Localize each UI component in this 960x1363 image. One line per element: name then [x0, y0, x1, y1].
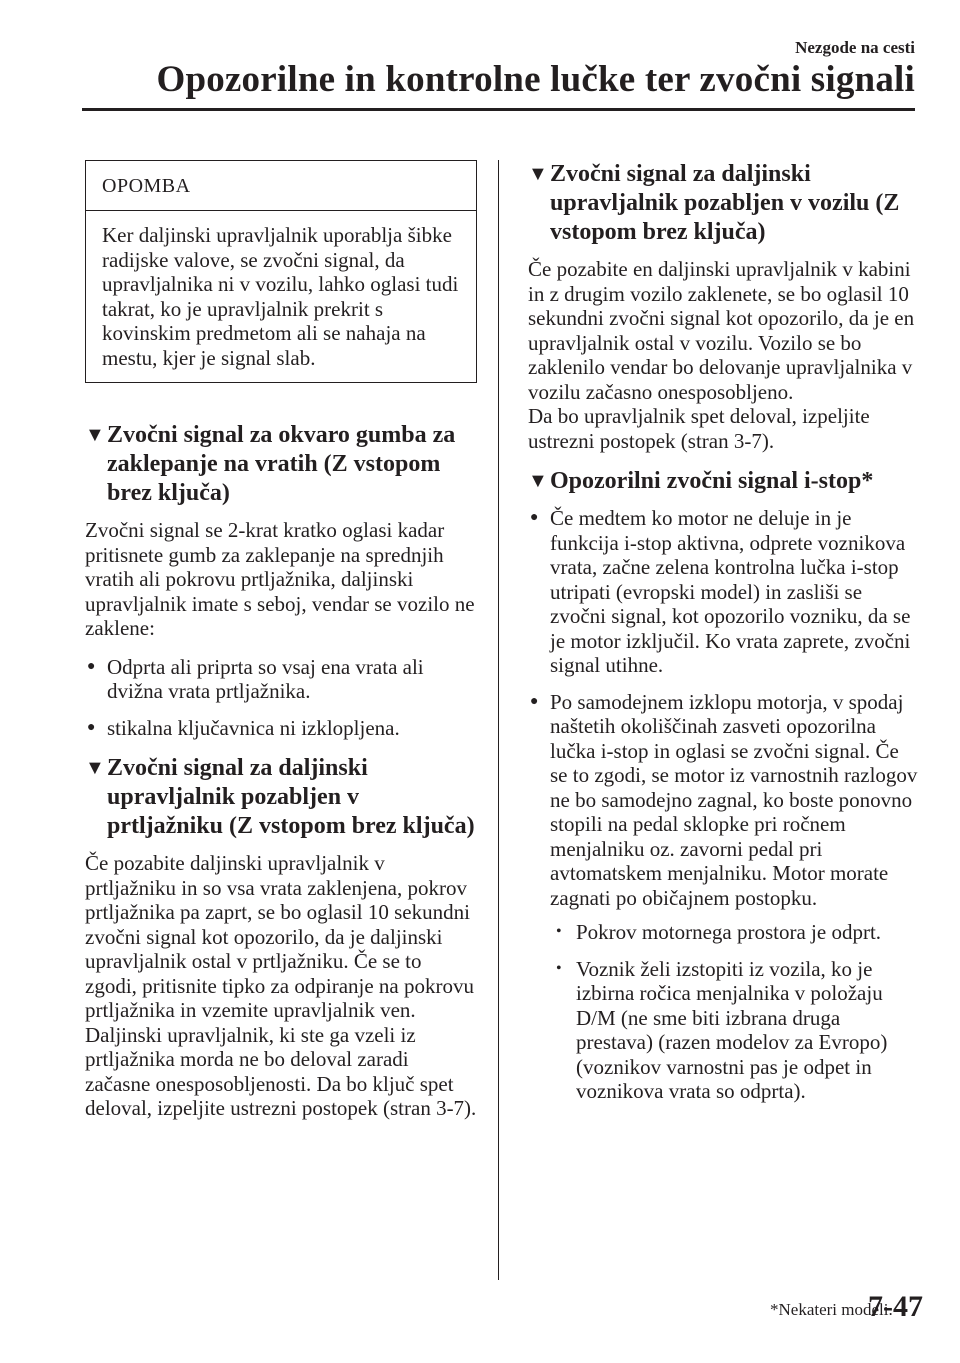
list-item	[85, 716, 477, 741]
footer-note: *Nekateri modeli.	[770, 1300, 893, 1319]
section-body: Če pozabite daljinski upravljalnik v prtljažniku in so vsa vrata zaklenjena, pokrov prtljažnika pa zaprt, se bo oglasil 10 sekundni zvočni signal kot opozorilo, da je daljinski upravljalnik ostal v prtljažniku. Če se to zgodi, pritisnite tipko za odpiranje na pokrovu prtljažnika in vzemite upravljalnik ven. Daljinski upravljalnik, ki ste ga vzeli iz prtljažnika morda ne bo deloval zaradi začasne onesposobljenosti. Da bo ključ spet deloval, izpeljite ustrezni postopek (stran 3-7).	[85, 851, 477, 1120]
heading-text: Opozorilni zvočni signal i-stop*	[550, 468, 874, 494]
section-heading-istop-warning	[528, 467, 920, 496]
list-item-text: Odprta ali priprta so vsaj ena vrata ali dvižna vrata prtljažnika.	[107, 654, 424, 703]
sub-bullet-icon: •	[556, 959, 562, 977]
section-heading-door-lock-button	[85, 421, 477, 508]
header-section: Nezgode na cesti	[795, 38, 915, 57]
triangle-icon: ▼	[528, 163, 548, 185]
heading-text: Zvočni signal za daljinski upravljalnik pozabljen v prtljažniku (Z vstopom brez ključa)	[107, 755, 475, 839]
istop-list	[528, 506, 920, 1104]
sub-list-item-text: Pokrov motornega prostora je odprt.	[576, 920, 882, 944]
bullet-icon: ●	[530, 693, 539, 709]
sub-list-item	[550, 920, 920, 945]
section-body	[528, 257, 920, 453]
section-body: Zvočni signal se 2-krat kratko oglasi kadar pritisnete gumb za zaklepanje na sprednjih vratih ali pokrovu prtljažnika, daljinski upravljalnik imate s seboj, vendar se vozilo ne zaklene:	[85, 518, 475, 640]
list-item-text: Po samodejnem izklopu motorja, v spodaj naštetih okoliščinah zasveti opozorilna lučka i-stop in oglasi se zvočni signal. Če se to zgodi, se motor iz varnostnih razlogov ne bo samodejno zagnal, ko boste ponovno stopili na pedal sklopke pri ročnem menjalniku oz. zavorni pedal pri avtomatskem menjalniku. Motor morate zagnati po običajnem postopku.	[550, 689, 918, 910]
note-title: OPOMBA	[86, 161, 476, 211]
sub-list-item	[550, 957, 920, 1104]
list-item-text: Če medtem ko motor ne deluje in je funkcija i-stop aktivna, odprete voznikova vrata, začne zelena kontrolna lučka i-stop utripati (evropski model) in zasliši se zvočni signal, kot opozorilo vozniku, da se je motor izključil. Ko vrata zaprete, zvočni signal utihne.	[550, 506, 911, 677]
note-text: Ker daljinski upravljalnik uporablja šibke radijske valove, se zvočni signal, da upravljalnika ni v vozilu, lahko oglasi tudi takrat, ko je upravljalnik prekrit s kovinskim predmetom ali se nahaja na mestu, kjer je signal slab.	[102, 223, 459, 370]
triangle-icon: ▼	[528, 470, 548, 492]
header-rule	[82, 108, 915, 111]
bullet-icon: ●	[530, 510, 539, 525]
triangle-icon: ▼	[85, 757, 105, 779]
triangle-icon: ▼	[85, 424, 105, 446]
list-item	[528, 690, 920, 1104]
section-body-text: Če pozabite en daljinski upravljalnik v kabini in z drugim vozilo zaklenete, se bo oglasil 10 sekundni zvočni signal kot opozorilo, da je en upravljalnik ostal v vozilu. Vozilo se bo zaklenilo vendar bo delovanje upravljalnika v vozilu začasno onesposobljeno.	[528, 257, 915, 404]
note-box	[85, 160, 477, 383]
list-item	[85, 655, 477, 704]
bullet-icon: ●	[87, 719, 96, 735]
bullet-icon: ●	[87, 658, 96, 674]
right-column	[528, 160, 920, 1118]
column-divider	[498, 160, 499, 1280]
sub-list-item-text: Voznik želi izstopiti iz vozila, ko je izbirna ročica menjalnika v položaju D/M (ne sme biti izbrana druga prestava) (razen modelov za Evropo) (voznikov varnostni pas je odpet in voznikova vrata so odprta).	[576, 956, 888, 1103]
sub-bullet-icon: •	[556, 923, 562, 940]
page-title: Opozorilne in kontrolne lučke ter zvočni signali	[156, 59, 915, 100]
heading-text: Zvočni signal za okvaro gumba za zaklepanje na vratih (Z vstopom brez ključa)	[107, 422, 456, 506]
list-item-text: stikalna ključavnica ni izklopljena.	[107, 715, 400, 740]
condition-list	[85, 655, 477, 741]
sub-condition-list	[550, 920, 920, 1104]
section-body-text-2: Da bo upravljalnik spet deloval, izpeljite ustrezni postopek (stran 3-7).	[528, 404, 870, 453]
section-heading-remote-in-trunk	[85, 754, 477, 841]
list-item	[528, 506, 920, 678]
heading-text: Zvočni signal za daljinski upravljalnik pozabljen v vozilu (Z vstopom brez ključa)	[550, 161, 900, 245]
section-heading-remote-in-vehicle	[528, 160, 920, 247]
page-number: 7-47	[868, 1290, 923, 1323]
left-column	[85, 160, 477, 1135]
